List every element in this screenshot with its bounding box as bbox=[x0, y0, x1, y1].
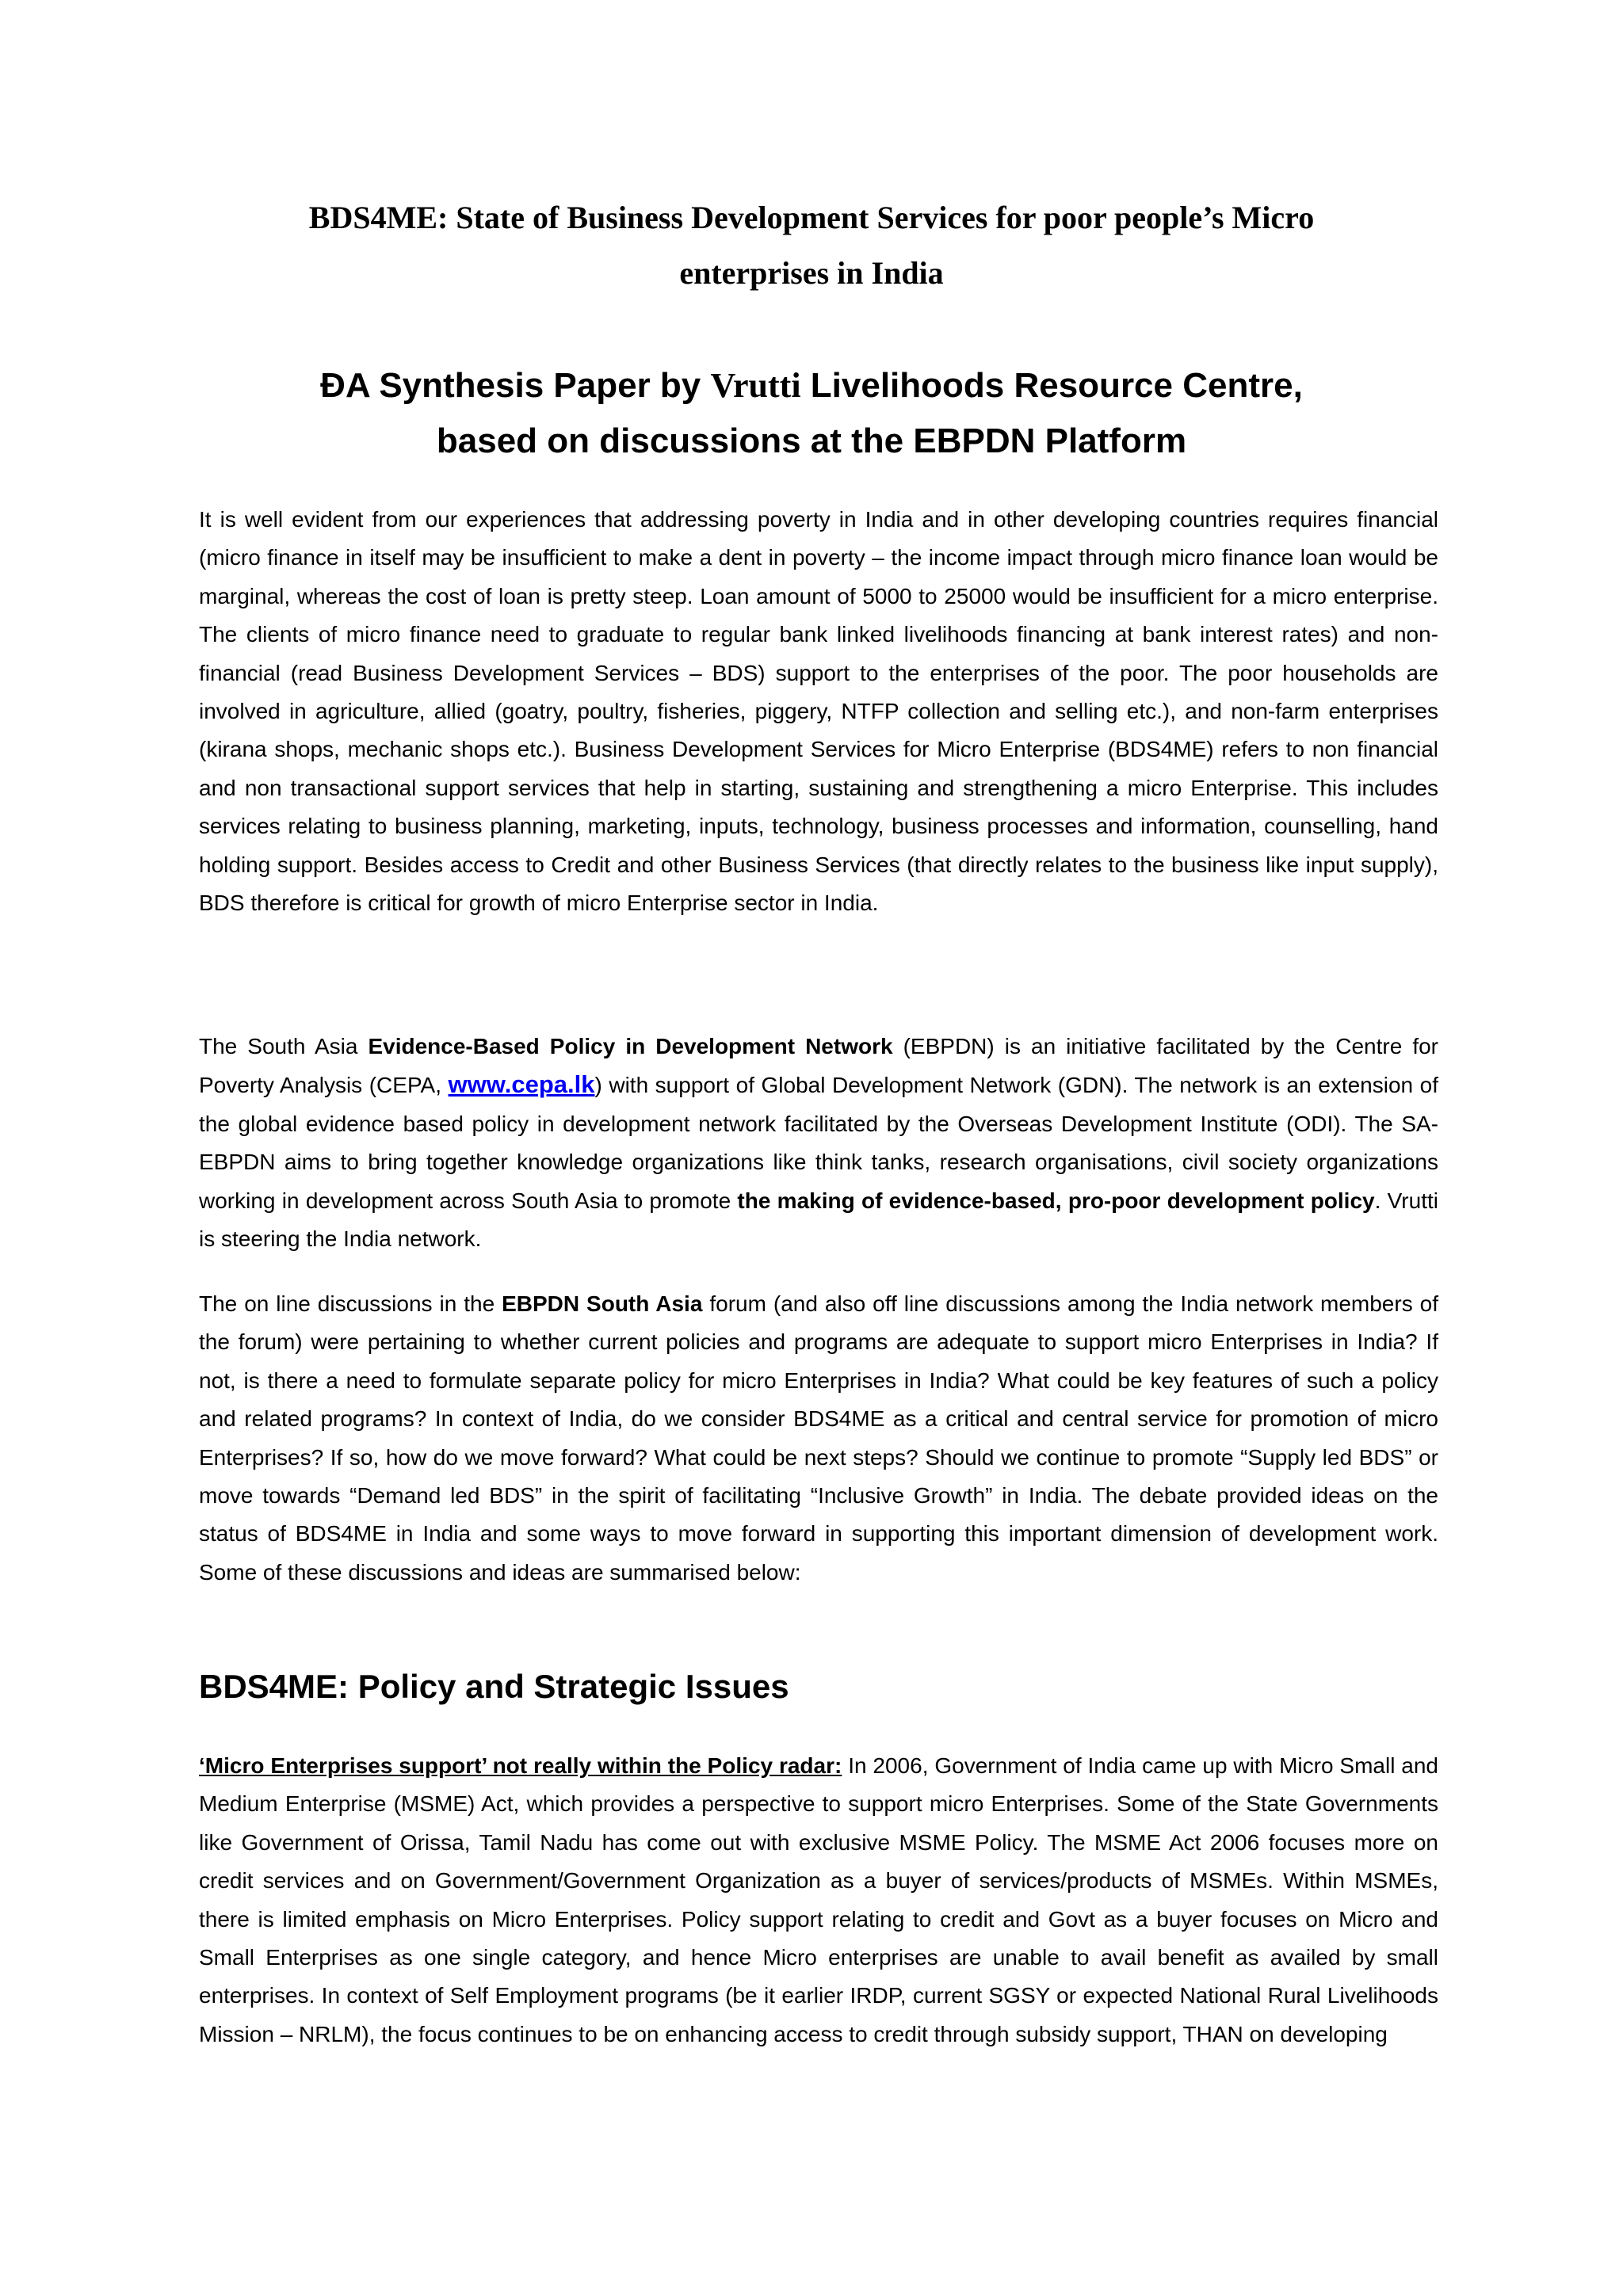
text: The on line discussions in the bbox=[199, 1291, 502, 1316]
paragraph-ebpdn bbox=[199, 1028, 1438, 1258]
subtitle-line-2: based on discussions at the EBPDN Platform bbox=[436, 421, 1187, 460]
subtitle-org: Vrutti bbox=[710, 366, 801, 405]
paragraph-discussions bbox=[199, 1285, 1438, 1592]
title-line-1: BDS4ME: State of Business Development Services for poor people’s Micro bbox=[308, 200, 1315, 235]
document-title bbox=[158, 190, 1465, 301]
section-heading: BDS4ME: Policy and Strategic Issues bbox=[199, 1668, 789, 1705]
document-subtitle bbox=[158, 358, 1465, 469]
text: forum (and also off line discussions among the India network members of the forum) were pertaining to whether current policies and programs are adequate to support micro Enterprises in India? If not, is there a need to formulate separate policy for micro Enterprises in India? What could be key features of such a policy and related programs? In context of India, do we consider BDS4ME as a critical and central service for promotion of micro Enterprises? If so, how do we move forward? What could be next steps? Should we continue to promote “Supply led BDS” or move towards “Demand led BDS” in the spirit of facilitating “Inclusive Growth” in India. The debate provided ideas on the status of BDS4ME in India and some ways to move forward in supporting this important dimension of development work. Some of these discussions and ideas are summarised below: bbox=[199, 1291, 1438, 1585]
subtitle-rest: Livelihoods Resource Centre, bbox=[800, 366, 1303, 405]
subtitle-prefix: ĐA Synthesis Paper by bbox=[320, 366, 711, 405]
bold-text: EBPDN South Asia bbox=[502, 1291, 703, 1316]
paragraph-policy-radar bbox=[199, 1747, 1438, 2054]
title-line-2: enterprises in India bbox=[679, 255, 944, 291]
subtitle-line-1 bbox=[158, 358, 1465, 414]
text: . Vrutti is steering the India network. bbox=[199, 1188, 1438, 1252]
text: In 2006, Government of India came up with Micro Small and Medium Enterprise (MSME) Act, which provides a perspective to support micro Enterprises. Some of the State Governments like Government of Orissa, Tamil Nadu has come out with exclusive MSME Policy. The MSME Act 2006 focuses more on credit services and on Government/Government Organization as a buyer of services/products of MSMEs. Within MSMEs, there is limited emphasis on Micro Enterprises. Policy support relating to credit and Govt as a buyer focuses on Micro and Small Enterprises as one single category, and hence Micro enterprises are unable to avail benefit as availed by small enterprises. In context of Self Employment programs (be it earlier IRDP, current SGSY or expected National Rural Livelihoods Mission – NRLM), the focus continues to be on enhancing access to credit through subsidy support, THAN on developing bbox=[199, 1753, 1438, 2046]
text: (EBPDN) is an initiative facilitated by the Centre for Poverty Analysis (CEPA, bbox=[199, 1034, 1439, 1098]
text: ) with support of Global Development Network (GDN). The network is an extension of the global evidence based policy in development network facilitated by the Overseas Development Institute (ODI). The SA-EBPDN aims to bring together knowledge organizations like think tanks, research organisations, civil society organizations working in development across South Asia to promote bbox=[199, 1073, 1438, 1213]
underlined-lead: ‘Micro Enterprises support’ not really within the Policy radar: bbox=[199, 1753, 842, 1778]
bold-text: Evidence-Based Policy in Development Network bbox=[368, 1034, 893, 1058]
cepa-link[interactable]: www.cepa.lk bbox=[448, 1070, 595, 1099]
text: The South Asia bbox=[199, 1034, 369, 1058]
bold-text: the making of evidence-based, pro-poor development policy bbox=[737, 1188, 1375, 1213]
paragraph-intro: It is well evident from our experiences that addressing poverty in India and in other developing countries requires financial (micro finance in itself may be insufficient to make a dent in poverty – the income impact through micro finance loan would be marginal, whereas the cost of loan is pretty steep. Loan amount of 5000 to 25000 would be insufficient for a micro enterprise. The clients of micro finance need to graduate to regular bank linked livelihoods financing at bank interest rates) and non-financial (read Business Development Services – BDS) support to the enterprises of the poor. The poor households are involved in agriculture, allied (goatry, poultry, fisheries, piggery, NTFP collection and selling etc.), and non-farm enterprises (kirana shops, mechanic shops etc.). Business Development Services for Micro Enterprise (BDS4ME) refers to non financial and non transactional support services that help in starting, sustaining and strengthening a micro Enterprise. This includes services relating to business planning, marketing, inputs, technology, business processes and information, counselling, hand holding support. Besides access to Credit and other Business Services (that directly relates to the business like input supply), BDS therefore is critical for growth of micro Enterprise sector in India. bbox=[199, 507, 1438, 916]
